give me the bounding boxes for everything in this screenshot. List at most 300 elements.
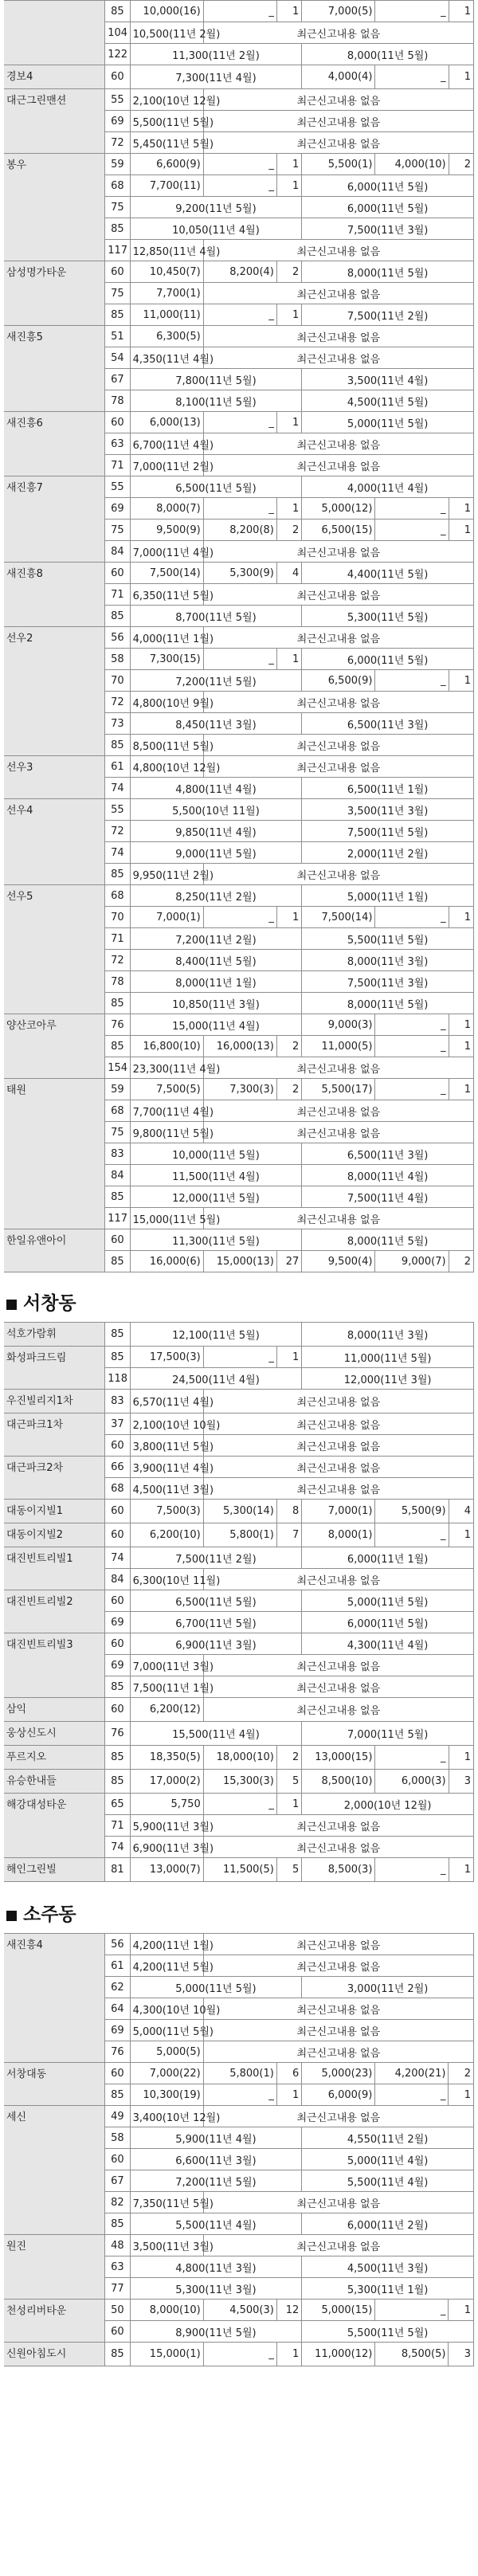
lease-count-cell: 3 — [449, 1770, 473, 1794]
sale-change-cell: _ — [203, 907, 276, 928]
area-cell: 68 — [105, 885, 130, 907]
no-recent-report-note: 최근신고내용 없음 — [203, 347, 473, 369]
sale-price-cell: 5,900(11년 4월) — [130, 2127, 302, 2149]
complex-name: 새진흥6 — [4, 412, 105, 476]
area-cell: 69 — [105, 111, 130, 132]
area-cell: 63 — [105, 433, 130, 455]
area-cell: 72 — [105, 950, 130, 971]
area-cell: 75 — [105, 1122, 130, 1143]
sale-change-cell: 5,300(14) — [203, 1500, 276, 1523]
table-row — [4, 1722, 474, 1746]
complex-name: 화성파크드림 — [4, 1347, 105, 1390]
area-cell: 85 — [105, 1746, 130, 1770]
lease-count-cell: 3 — [449, 2343, 474, 2366]
sale-count-cell: 4 — [276, 563, 301, 584]
sale-change-cell: _ — [203, 304, 276, 326]
area-cell: 50 — [105, 2300, 130, 2321]
no-recent-report-note: 최근신고내용 없음 — [203, 1655, 473, 1676]
sale-count-cell: 12 — [276, 2300, 301, 2321]
sale-count-cell: 1 — [276, 1347, 301, 1368]
table-row — [4, 1079, 474, 1100]
sale-change-cell: _ — [203, 154, 276, 175]
lease-price-cell: 8,000(11년 3월) — [302, 950, 474, 971]
sale-price-cell: 8,000(7) — [130, 498, 203, 520]
sale-change-cell: _ — [203, 175, 276, 197]
area-cell: 84 — [105, 1165, 130, 1186]
area-cell: 81 — [105, 1858, 130, 1882]
area-cell: 84 — [105, 541, 130, 563]
lease-count-cell: 1 — [449, 65, 473, 89]
sale-price-cell: 6,300(10년 11월) — [130, 1569, 203, 1590]
sale-price-cell: 5,000(11년 5월) — [130, 1977, 302, 1998]
complex-name: 대근파크1차 — [4, 1413, 105, 1457]
sale-count-cell: 1 — [276, 907, 301, 928]
area-cell: 60 — [105, 2321, 130, 2343]
price-table-section-2 — [4, 1322, 474, 1882]
area-cell: 75 — [105, 520, 130, 541]
sale-price-cell: 6,200(12) — [130, 1698, 203, 1722]
area-cell: 60 — [105, 2063, 130, 2084]
sale-price-cell: 15,000(11년 4월) — [130, 1014, 302, 1036]
lease-price-cell: 7,000(1) — [302, 1500, 375, 1523]
sale-price-cell: 5,300(11년 3월) — [130, 2278, 302, 2300]
table-row — [4, 1794, 474, 1815]
table-row — [4, 627, 474, 649]
area-cell: 56 — [105, 1934, 130, 1955]
table-row — [4, 2063, 474, 2084]
lease-price-cell: 7,500(14) — [302, 907, 375, 928]
sale-price-cell: 8,450(11년 3월) — [130, 713, 302, 735]
lease-price-cell: 7,500(11년 2월) — [302, 304, 474, 326]
sale-change-cell: _ — [203, 412, 276, 433]
no-recent-report-note: 최근신고내용 없음 — [203, 240, 473, 261]
sale-price-cell: 24,500(11년 4월) — [130, 1368, 302, 1390]
complex-name: 새진흥4 — [4, 1934, 105, 2063]
sale-price-cell: 23,300(11년 4월) — [130, 1057, 203, 1079]
sale-change-cell: 15,000(13) — [203, 1251, 276, 1272]
area-cell: 51 — [105, 326, 130, 347]
table-row — [4, 1523, 474, 1547]
lease-price-cell: 5,000(11년 1월) — [302, 885, 474, 907]
area-cell: 59 — [105, 154, 130, 175]
no-recent-report-note: 최근신고내용 없음 — [203, 1478, 473, 1500]
no-recent-report-note: 최근신고내용 없음 — [203, 1390, 473, 1413]
sale-count-cell: 1 — [276, 154, 301, 175]
sale-price-cell: 16,800(10) — [130, 1036, 203, 1057]
area-cell: 122 — [105, 44, 130, 65]
sale-change-cell: 15,300(3) — [203, 1770, 276, 1794]
sale-change-cell: _ — [203, 2343, 276, 2366]
area-cell: 48 — [105, 2235, 130, 2256]
lease-price-cell: 8,500(10) — [302, 1770, 375, 1794]
area-cell: 74 — [105, 842, 130, 864]
table-row — [4, 1858, 474, 1882]
sale-price-cell: 7,500(3) — [130, 1500, 203, 1523]
sale-price-cell: 2,100(10년 12월) — [130, 89, 203, 111]
sale-price-cell: 10,000(11년 5월) — [130, 1143, 302, 1165]
lease-price-cell: 5,300(11년 5월) — [302, 606, 474, 627]
area-cell: 74 — [105, 1547, 130, 1569]
lease-price-cell: 6,500(9) — [302, 670, 375, 692]
sale-price-cell: 6,570(11년 4월) — [130, 1390, 203, 1413]
area-cell: 71 — [105, 584, 130, 606]
area-cell: 68 — [105, 1100, 130, 1122]
sale-price-cell: 5,750 — [130, 1794, 203, 1815]
table-row — [4, 563, 474, 584]
sale-count-cell: 5 — [276, 1770, 301, 1794]
area-cell: 58 — [105, 2127, 130, 2149]
lease-price-cell: 5,000(11년 4월) — [302, 2149, 474, 2170]
table-row — [4, 885, 474, 907]
lease-price-cell: 5,500(11년 4월) — [302, 2170, 474, 2192]
sale-price-cell: 10,050(11년 4월) — [130, 218, 302, 240]
no-recent-report-note: 최근신고내용 없음 — [203, 2106, 473, 2127]
area-cell: 83 — [105, 1390, 130, 1413]
area-cell: 60 — [105, 1500, 130, 1523]
table-row — [4, 799, 474, 821]
no-recent-report-note: 최근신고내용 없음 — [203, 756, 473, 778]
table-row — [4, 1347, 474, 1368]
area-cell: 60 — [105, 1698, 130, 1722]
no-recent-report-note: 최근신고내용 없음 — [203, 1676, 473, 1698]
lease-price-cell: 9,500(4) — [302, 1251, 375, 1272]
sale-price-cell: 5,900(11년 3월) — [130, 1815, 203, 1837]
lease-change-cell: _ — [375, 1, 449, 22]
lease-price-cell: 5,300(11년 1월) — [302, 2278, 474, 2300]
complex-name: 경보4 — [4, 65, 105, 89]
sale-price-cell: 7,700(1) — [130, 283, 203, 304]
table-row — [4, 1390, 474, 1413]
lease-price-cell: 6,000(11년 5월) — [302, 175, 474, 197]
lease-price-cell: 8,000(11년 4월) — [302, 1165, 474, 1186]
lease-count-cell: 1 — [449, 498, 473, 520]
area-cell: 85 — [105, 1770, 130, 1794]
area-cell: 85 — [105, 1676, 130, 1698]
complex-name: 대근그린맨션 — [4, 89, 105, 154]
sale-price-cell: 18,350(5) — [130, 1746, 203, 1770]
sale-price-cell: 5,450(11년 5월) — [130, 132, 203, 154]
sale-price-cell: 3,900(11년 4월) — [130, 1457, 203, 1478]
sale-price-cell: 4,500(11년 3월) — [130, 1478, 203, 1500]
area-cell: 71 — [105, 928, 130, 950]
lease-price-cell: 7,500(11년 4월) — [302, 1186, 474, 1208]
sale-count-cell: 1 — [276, 649, 301, 670]
sale-change-cell: 5,800(1) — [203, 1523, 276, 1547]
no-recent-report-note: 최근신고내용 없음 — [203, 1435, 473, 1457]
no-recent-report-note: 최근신고내용 없음 — [203, 283, 473, 304]
lease-count-cell: 1 — [449, 670, 473, 692]
complex-name: 천성리버타운 — [4, 2300, 105, 2343]
area-cell: 71 — [105, 455, 130, 476]
sale-price-cell: 7,300(11년 4월) — [130, 65, 302, 89]
no-recent-report-note: 최근신고내용 없음 — [203, 1837, 473, 1858]
sale-change-cell: 7,300(3) — [203, 1079, 276, 1100]
area-cell: 85 — [105, 2084, 130, 2106]
sale-count-cell: 1 — [276, 412, 301, 433]
lease-price-cell: 4,500(11년 5월) — [302, 390, 474, 412]
lease-price-cell: 5,500(11년 5월) — [302, 2321, 474, 2343]
sale-price-cell: 6,900(11년 3월) — [130, 1633, 302, 1655]
area-cell: 60 — [105, 65, 130, 89]
no-recent-report-note: 최근신고내용 없음 — [203, 1100, 473, 1122]
table-row — [4, 1590, 474, 1612]
area-cell: 55 — [105, 89, 130, 111]
area-cell: 154 — [105, 1057, 130, 1079]
complex-name: 대진빈트리빌3 — [4, 1633, 105, 1698]
lease-change-cell: _ — [375, 1036, 449, 1057]
sale-price-cell: 11,000(11) — [130, 304, 203, 326]
sale-price-cell: 15,500(11년 4월) — [130, 1722, 302, 1746]
sale-price-cell: 8,400(11년 5월) — [130, 950, 302, 971]
section-heading — [0, 1285, 478, 1322]
sale-price-cell: 7,500(11년 2월) — [130, 1547, 302, 1569]
lease-change-cell: 8,500(5) — [375, 2343, 449, 2366]
area-cell: 60 — [105, 2149, 130, 2170]
sale-price-cell: 10,500(11년 2월) — [130, 22, 203, 44]
sale-count-cell: 5 — [276, 1858, 301, 1882]
area-cell: 55 — [105, 476, 130, 498]
complex-name: 새진흥7 — [4, 476, 105, 563]
area-cell: 74 — [105, 1837, 130, 1858]
complex-name: 석호가람휘 — [4, 1323, 105, 1347]
area-cell: 60 — [105, 1523, 130, 1547]
table-row — [4, 154, 474, 175]
lease-change-cell: _ — [375, 520, 449, 541]
area-cell: 85 — [105, 735, 130, 756]
table-row — [4, 1, 474, 22]
sale-price-cell: 9,800(11년 5월) — [130, 1122, 203, 1143]
sale-price-cell: 3,800(11년 5월) — [130, 1435, 203, 1457]
area-cell: 85 — [105, 1036, 130, 1057]
sale-price-cell: 4,200(11년 5월) — [130, 1955, 203, 1977]
sale-change-cell: 8,200(8) — [203, 520, 276, 541]
lease-price-cell: 4,550(11년 2월) — [302, 2127, 474, 2149]
lease-price-cell: 6,000(11년 5월) — [302, 1612, 474, 1633]
area-cell: 84 — [105, 1569, 130, 1590]
lease-count-cell: 1 — [449, 1858, 473, 1882]
sale-price-cell: 7,800(11년 5월) — [130, 369, 302, 390]
lease-change-cell: 4,200(21) — [375, 2063, 449, 2084]
lease-price-cell: 5,000(11년 5월) — [302, 412, 474, 433]
square-bullet-icon — [6, 1300, 17, 1310]
complex-name: 대동이지빌1 — [4, 1500, 105, 1523]
complex-name: 우진빌리지1차 — [4, 1390, 105, 1413]
table-row — [4, 2235, 474, 2256]
lease-count-cell: 1 — [449, 520, 473, 541]
price-table-section-3 — [4, 1933, 474, 2366]
lease-price-cell: 7,500(11년 3월) — [302, 218, 474, 240]
area-cell: 72 — [105, 821, 130, 842]
lease-count-cell: 2 — [449, 1251, 473, 1272]
lease-price-cell: 8,000(1) — [302, 1523, 375, 1547]
sale-price-cell: 5,000(5) — [130, 2041, 203, 2063]
lease-price-cell: 8,000(11년 3월) — [302, 1323, 474, 1347]
lease-count-cell: 1 — [449, 1014, 473, 1036]
lease-change-cell: _ — [375, 670, 449, 692]
area-cell: 60 — [105, 1590, 130, 1612]
sale-change-cell: 11,500(5) — [203, 1858, 276, 1882]
area-cell: 72 — [105, 692, 130, 713]
lease-price-cell: 6,500(15) — [302, 520, 375, 541]
lease-change-cell: _ — [375, 1746, 449, 1770]
sale-price-cell: 8,900(11년 5월) — [130, 2321, 302, 2343]
lease-count-cell: 1 — [449, 1523, 473, 1547]
sale-price-cell: 7,200(11년 5월) — [130, 2170, 302, 2192]
area-cell: 60 — [105, 412, 130, 433]
sale-count-cell: 1 — [276, 175, 301, 197]
table-row — [4, 1229, 474, 1251]
sale-count-cell: 1 — [276, 498, 301, 520]
area-cell: 118 — [105, 1368, 130, 1390]
lease-price-cell: 4,400(11년 5월) — [302, 563, 474, 584]
complex-name: 서창대동 — [4, 2063, 105, 2106]
area-cell: 85 — [105, 2213, 130, 2235]
sale-price-cell: 3,400(10년 12월) — [130, 2106, 203, 2127]
complex-name: 태원 — [4, 1079, 105, 1229]
no-recent-report-note: 최근신고내용 없음 — [203, 2041, 473, 2063]
lease-change-cell: _ — [375, 498, 449, 520]
lease-count-cell: 1 — [449, 1746, 473, 1770]
sale-price-cell: 12,100(11년 5월) — [130, 1323, 302, 1347]
sale-count-cell: 1 — [276, 2343, 301, 2366]
area-cell: 60 — [105, 1633, 130, 1655]
complex-name: 해인그린빌 — [4, 1858, 105, 1882]
sale-price-cell: 8,250(11년 2월) — [130, 885, 302, 907]
area-cell: 68 — [105, 1478, 130, 1500]
complex-name: 해강대성타운 — [4, 1794, 105, 1858]
complex-name: 신원아침도시 — [4, 2343, 105, 2366]
sale-price-cell: 10,850(11년 3월) — [130, 993, 302, 1014]
sale-price-cell: 9,000(11년 5월) — [130, 842, 302, 864]
complex-name: 대동이지빌2 — [4, 1523, 105, 1547]
lease-price-cell: 8,000(11년 5월) — [302, 1229, 474, 1251]
sale-count-cell: 2 — [276, 1746, 301, 1770]
area-cell: 67 — [105, 369, 130, 390]
area-cell: 60 — [105, 563, 130, 584]
lease-price-cell: 7,500(11년 3월) — [302, 971, 474, 993]
no-recent-report-note: 최근신고내용 없음 — [203, 1208, 473, 1229]
area-cell: 61 — [105, 756, 130, 778]
lease-price-cell: 3,500(11년 3월) — [302, 799, 474, 821]
no-recent-report-note: 최근신고내용 없음 — [203, 1998, 473, 2020]
area-cell: 85 — [105, 2343, 130, 2366]
sale-price-cell: 7,000(1) — [130, 907, 203, 928]
area-cell: 71 — [105, 1815, 130, 1837]
lease-price-cell: 11,000(5) — [302, 1036, 375, 1057]
sale-price-cell: 6,000(13) — [130, 412, 203, 433]
lease-count-cell: 1 — [449, 1, 473, 22]
lease-price-cell: 3,000(11년 2월) — [302, 1977, 474, 1998]
sale-price-cell: 6,200(10) — [130, 1523, 203, 1547]
sale-price-cell: 10,450(7) — [130, 261, 203, 283]
sale-price-cell: 15,000(1) — [130, 2343, 203, 2366]
sale-price-cell: 9,950(11년 2월) — [130, 864, 203, 885]
sale-price-cell: 4,200(11년 1월) — [130, 1934, 203, 1955]
area-cell: 117 — [105, 1208, 130, 1229]
no-recent-report-note: 최근신고내용 없음 — [203, 541, 473, 563]
table-row — [4, 1014, 474, 1036]
lease-price-cell: 5,500(11년 5월) — [302, 928, 474, 950]
table-row — [4, 1457, 474, 1478]
sale-price-cell: 8,700(11년 5월) — [130, 606, 302, 627]
sale-change-cell: _ — [203, 1, 276, 22]
lease-count-cell: 1 — [449, 1079, 473, 1100]
area-cell: 75 — [105, 283, 130, 304]
no-recent-report-note: 최근신고내용 없음 — [203, 22, 473, 44]
area-cell: 65 — [105, 1794, 130, 1815]
sale-price-cell: 7,300(15) — [130, 649, 203, 670]
area-cell: 69 — [105, 1612, 130, 1633]
lease-price-cell: 7,000(11년 5월) — [302, 1722, 474, 1746]
sale-price-cell: 8,500(11년 5월) — [130, 735, 203, 756]
sale-count-cell: 2 — [276, 1079, 301, 1100]
sale-price-cell: 11,500(11년 4월) — [130, 1165, 302, 1186]
sale-count-cell: 6 — [276, 2063, 301, 2084]
no-recent-report-note: 최근신고내용 없음 — [203, 864, 473, 885]
no-recent-report-note: 최근신고내용 없음 — [203, 326, 473, 347]
complex-name: 대진빈트리빌2 — [4, 1590, 105, 1633]
area-cell: 74 — [105, 778, 130, 799]
table-row — [4, 326, 474, 347]
lease-price-cell: 5,500(17) — [302, 1079, 375, 1100]
complex-name: 봉우 — [4, 154, 105, 261]
no-recent-report-note: 최근신고내용 없음 — [203, 433, 473, 455]
sale-price-cell: 9,200(11년 5월) — [130, 197, 302, 218]
area-cell: 68 — [105, 175, 130, 197]
complex-name: 선우4 — [4, 799, 105, 885]
area-cell: 85 — [105, 864, 130, 885]
sale-price-cell: 6,900(11년 3월) — [130, 1837, 203, 1858]
sale-change-cell: 16,000(13) — [203, 1036, 276, 1057]
no-recent-report-note: 최근신고내용 없음 — [203, 1698, 473, 1722]
area-cell: 76 — [105, 1722, 130, 1746]
sale-price-cell: 10,000(16) — [130, 1, 203, 22]
sale-price-cell: 4,300(10년 10월) — [130, 1998, 203, 2020]
lease-price-cell: 6,500(11년 1월) — [302, 778, 474, 799]
sale-price-cell: 6,700(11년 4월) — [130, 433, 203, 455]
lease-price-cell: 6,500(11년 3월) — [302, 713, 474, 735]
lease-price-cell: 6,000(11년 5월) — [302, 197, 474, 218]
area-cell: 60 — [105, 261, 130, 283]
lease-price-cell: 7,500(11년 5월) — [302, 821, 474, 842]
complex-name: 한일유앤아이 — [4, 1229, 105, 1272]
sale-change-cell: _ — [203, 2084, 276, 2106]
area-cell: 85 — [105, 1186, 130, 1208]
lease-price-cell: 13,000(15) — [302, 1746, 375, 1770]
lease-price-cell: 5,000(12) — [302, 498, 375, 520]
sale-price-cell: 4,800(10년 12월) — [130, 756, 203, 778]
sale-change-cell: _ — [203, 649, 276, 670]
no-recent-report-note: 최근신고내용 없음 — [203, 1934, 473, 1955]
lease-price-cell: 8,500(3) — [302, 1858, 375, 1882]
lease-price-cell: 4,300(11년 4월) — [302, 1633, 474, 1655]
complex-name — [4, 1, 105, 65]
lease-price-cell: 3,500(11년 4월) — [302, 369, 474, 390]
lease-price-cell: 6,000(11년 5월) — [302, 649, 474, 670]
lease-change-cell: _ — [375, 907, 449, 928]
sale-price-cell: 17,500(3) — [130, 1347, 203, 1368]
lease-price-cell: 7,000(5) — [302, 1, 375, 22]
lease-price-cell: 8,000(11년 5월) — [302, 44, 474, 65]
lease-change-cell: _ — [375, 1079, 449, 1100]
area-cell: 64 — [105, 1998, 130, 2020]
lease-change-cell: _ — [375, 1858, 449, 1882]
area-cell: 60 — [105, 1229, 130, 1251]
sale-price-cell: 6,300(5) — [130, 326, 203, 347]
area-cell: 67 — [105, 2170, 130, 2192]
area-cell: 58 — [105, 649, 130, 670]
lease-price-cell: 12,000(11년 3월) — [302, 1368, 474, 1390]
